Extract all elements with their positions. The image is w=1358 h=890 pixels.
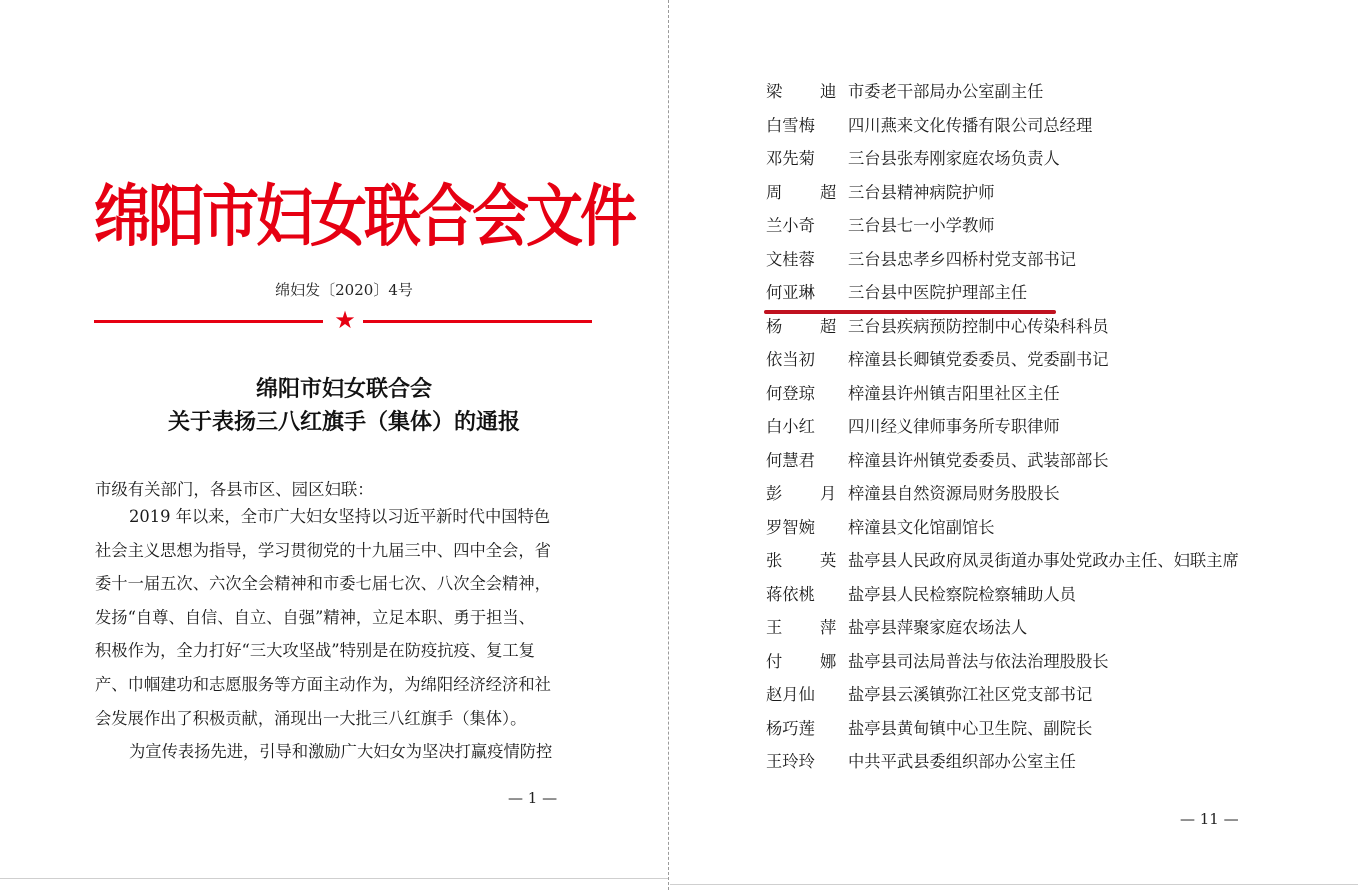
honoree-name: 文桂蓉 [766,249,815,269]
honoree-position: 梓潼县文化馆副馆长 [848,517,995,537]
honoree-name-char: 王 [766,618,783,637]
honoree-position: 盐亭县司法局普法与依法治理股股长 [848,651,1109,671]
honoree-position: 三台县中医院护理部主任 [848,283,1028,302]
paragraph-line: 会发展作出了积极贡献，涌现出一大批三八红旗手（集体）。 [95,708,527,728]
honoree-position: 盐亭县萍聚家庭农场法人 [848,618,1028,637]
honoree-name-char: 娜 [820,651,837,671]
notice-heading-line2: 关于表扬三八红旗手（集体）的通报 [167,409,520,435]
highlight-underline [764,310,1056,314]
honoree-name: 赵月仙 [766,685,815,704]
honoree-position: 四川经义律师事务所专职律师 [848,417,1060,436]
honoree-name-char: 萍 [820,618,837,637]
honoree-name [766,614,837,638]
honoree-position: 梓潼县自然资源局财务股股长 [848,484,1060,503]
honoree-name [766,480,837,504]
honoree-position: 市委老干部局办公室副主任 [848,82,1044,101]
paragraph-line: 为宣传表扬先进，引导和激励广大妇女为坚决打赢疫情防控 [129,742,553,762]
honoree-name-char: 张 [766,551,783,570]
honoree-position: 盐亭县云溪镇弥江社区党支部书记 [848,685,1093,704]
honoree-name: 白雪梅 [766,115,815,135]
paragraph-line: 2019 年以来，全市广大妇女坚持以习近平新时代中国特色 [129,507,551,526]
honoree-name-char: 付 [766,651,783,671]
honoree-name: 蒋依桃 [766,584,815,604]
honoree-name: 何慧君 [766,450,815,470]
honoree-name: 何登琼 [766,383,815,403]
honoree-name-char: 月 [820,484,837,503]
honoree-name: 邓先菊 [766,149,815,168]
right-page-bottom-edge [670,884,1358,885]
honoree-name-char: 迪 [820,82,837,101]
honoree-name [766,648,837,672]
left-page-bottom-edge [0,878,668,879]
red-rule-right [363,320,592,323]
honoree-position: 盐亭县黄甸镇中心卫生院、副院长 [848,718,1093,738]
honoree-position: 三台县忠孝乡四桥村党支部书记 [848,249,1076,269]
page-number-right: — 11 — [1180,810,1239,828]
paragraph-line: 委十一届五次、六次全会精神和市委七届七次、八次全会精神， [95,574,551,594]
star-icon: ★ [334,306,356,334]
honoree-name: 白小红 [766,417,815,436]
honoree-position: 梓潼县长卿镇党委委员、党委副书记 [848,350,1109,369]
honoree-position: 四川燕来文化传播有限公司总经理 [848,115,1093,135]
honoree-name-char: 超 [820,316,837,336]
honoree-name: 杨巧莲 [766,718,815,738]
honoree-position: 三台县精神病院护师 [848,182,995,202]
honoree-position: 中共平武县委组织部办公室主任 [848,752,1076,771]
honoree-name [766,179,837,203]
honoree-name-char: 梁 [766,82,783,101]
honoree-name: 王玲玲 [766,752,815,771]
honoree-name: 罗智婉 [766,517,815,537]
honoree-position: 三台县张寿刚家庭农场负责人 [848,149,1060,168]
honoree-name-char: 超 [820,182,837,202]
honoree-name-char: 英 [820,551,837,570]
honoree-name: 兰小奇 [766,216,815,235]
document-title: 绵阳市妇女联合会文件 [94,177,634,257]
notice-heading-line1: 绵阳市妇女联合会 [255,376,432,402]
honoree-position: 梓潼县许州镇党委委员、武装部部长 [848,450,1109,470]
paragraph-line: 发扬“自尊、自信、自立、自强”精神，立足本职、勇于担当、 [95,607,535,627]
honoree-position: 盐亭县人民政府凤灵街道办事处党政办主任、妇联主席 [848,551,1239,570]
honoree-name-char: 彭 [766,484,783,503]
honoree-name [766,78,837,102]
page-divider [668,0,669,890]
honoree-position: 梓潼县许州镇吉阳里社区主任 [848,383,1060,403]
honoree-name [766,313,837,337]
paragraph-line: 产、巾帼建功和志愿服务等方面主动作为，为绵阳经济经济和社 [95,674,551,694]
honoree-name-char: 杨 [766,316,783,336]
body-paragraph [95,500,593,769]
salutation: 市级有关部门，各县市区、园区妇联： [95,480,374,499]
honoree-position: 盐亭县人民检察院检察辅助人员 [848,584,1076,604]
honoree-name: 何亚琳 [766,283,815,302]
honoree-position: 三台县七一小学教师 [848,216,995,235]
honoree-name [766,547,837,571]
honoree-name: 依当初 [766,350,815,369]
page-number-left: — 1 — [508,789,558,807]
document-number: 绵妇发〔2020〕4号 [275,281,413,299]
honoree-position: 三台县疾病预防控制中心传染科科员 [848,316,1109,336]
honoree-name-char: 周 [766,182,783,202]
paragraph-line: 积极作为，全力打好“三大攻坚战”特别是在防疫抗疫、复工复 [95,641,535,661]
paragraph-line: 社会主义思想为指导，学习贯彻党的十九届三中、四中全会，省 [95,540,551,560]
red-rule-left [94,320,323,323]
